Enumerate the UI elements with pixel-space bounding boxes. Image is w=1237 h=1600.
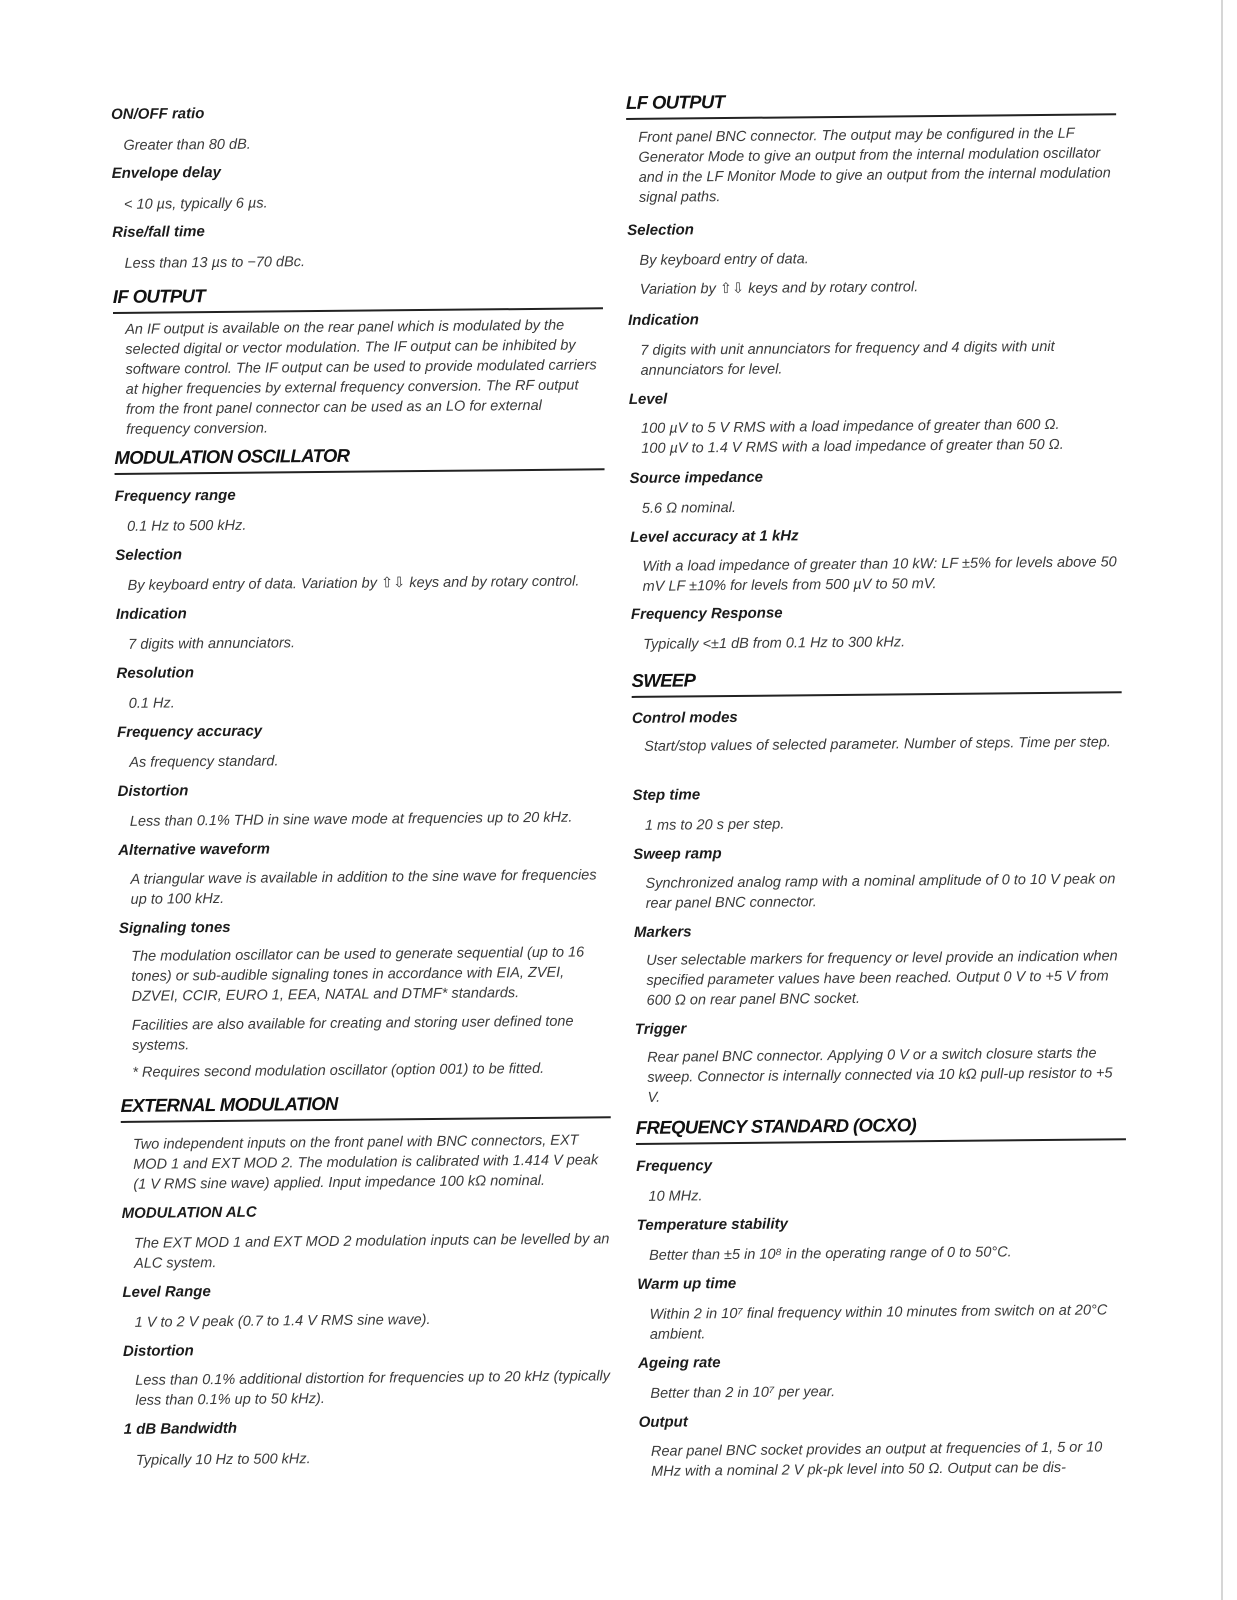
resolution-value — [117, 689, 607, 714]
spec-title: Selection — [627, 221, 694, 239]
trigger-value — [635, 1043, 1126, 1108]
indication-spec — [116, 601, 606, 623]
spec-text: 7 digits with annunciators. — [128, 635, 296, 653]
spec-text: 1 ms to 20 s per step. — [644, 816, 785, 834]
temp-stab-spec — [637, 1212, 1127, 1234]
markers-spec — [634, 919, 1124, 941]
control-modes-value — [632, 732, 1122, 757]
sweep-section — [631, 665, 1121, 698]
spec-title: Resolution — [116, 664, 195, 682]
spec-text: Typically 10 Hz to 500 kHz. — [135, 1451, 311, 1469]
sweep-ramp-value — [633, 869, 1123, 914]
spec-title: Frequency — [636, 1157, 713, 1175]
spec-text: Rear panel BNC connector. Applying 0 V or a switch closure starts the sweep. Connector is internally connected via 10 kΩ pull-up resistor to +5 V. — [647, 1045, 1113, 1106]
control-modes-spec — [632, 705, 1122, 727]
warmup-spec — [637, 1271, 1127, 1293]
spec-title: Markers — [633, 923, 692, 941]
mod-osc-section — [114, 442, 604, 475]
level-range-spec — [122, 1279, 612, 1301]
distortion2-value — [123, 1366, 613, 1411]
freq-resp-spec — [631, 601, 1121, 623]
spec-text: Rear panel BNC socket provides an output at frequencies of 1, 5 or 10 MHz with a nominal 2 V pk-pk level into 50 Ω. Output can be dis- — [650, 1439, 1103, 1480]
frequency-value — [636, 1182, 1126, 1207]
sig-tones-spec — [119, 915, 609, 937]
source-imp-spec — [630, 465, 1120, 487]
temp-stab-value — [637, 1241, 1127, 1266]
spec-text: The EXT MOD 1 and EXT MOD 2 modulation inputs can be levelled by an ALC system. — [133, 1231, 610, 1272]
indication-value — [116, 630, 606, 655]
step-time-value — [633, 811, 1123, 836]
freq-range-value — [115, 512, 605, 537]
section-heading: FREQUENCY STANDARD (OCXO) — [636, 1112, 1126, 1145]
level-spec — [629, 386, 1119, 408]
spec-text: < 10 µs, typically 6 µs. — [123, 195, 268, 213]
distortion-spec — [118, 778, 608, 800]
ext-mod-body — [121, 1130, 612, 1195]
spec-text: Less than 0.1% additional distortion for frequencies up to 20 kHz (typically less than 0.1% up to 50 kHz). — [135, 1368, 611, 1409]
spec-title: Ageing rate — [638, 1354, 721, 1372]
section-heading: LF OUTPUT — [626, 87, 1116, 120]
section-heading: EXTERNAL MODULATION — [121, 1090, 611, 1123]
source-imp-value — [630, 494, 1120, 519]
level-value-2 — [629, 434, 1119, 459]
spec-text: 100 µV to 1.4 V RMS with a load impedance of greater than 50 Ω. — [641, 436, 1064, 457]
spec-title: Step time — [632, 786, 701, 804]
spec-title: Warm up time — [637, 1274, 737, 1293]
spec-title: 1 dB Bandwidth — [123, 1419, 238, 1438]
mod-alc-spec — [122, 1200, 612, 1222]
spec-title: Level — [628, 390, 668, 408]
trigger-spec — [635, 1016, 1125, 1038]
ageing-value — [638, 1379, 1128, 1404]
mod-alc-value — [122, 1229, 612, 1274]
spec-title: Source impedance — [629, 468, 764, 487]
selection-spec — [627, 217, 1117, 239]
resolution-spec — [116, 660, 606, 682]
freq-range-spec — [115, 483, 605, 505]
spec-text: 10 MHz. — [648, 1188, 703, 1205]
spec-text: A triangular wave is available in addition to the sine wave for frequencies up to 100 kHz. — [130, 867, 597, 908]
section-heading: IF OUTPUT — [113, 281, 603, 314]
spec-text: Front panel BNC connector. The output may be configured in the LF Generator Mode to give an output from the internal modulation oscillator and in the LF Monitor Mode to give an output from the internal modulation signal paths. — [638, 125, 1111, 206]
spec-title: Frequency Response — [630, 604, 783, 623]
spec-text: User selectable markers for frequency or level provide an indication when specified parameter values have been reached. Output 0 V to +5 V from 600 Ω on rear panel BNC socket. — [646, 948, 1118, 1009]
spec-title: Envelope delay — [111, 163, 221, 182]
envelope-value — [112, 190, 602, 215]
spec-title: Rise/fall time — [112, 223, 205, 241]
spec-title: Alternative waveform — [118, 840, 270, 859]
spec-title: Frequency range — [114, 486, 236, 505]
envelope-spec — [112, 160, 602, 182]
output-value — [639, 1437, 1129, 1482]
spec-text: Synchronized analog ramp with a nominal amplitude of 0 to 10 V peak on rear panel BNC connector. — [645, 871, 1116, 912]
spec-title: Temperature stability — [636, 1215, 789, 1234]
sweep-ramp-spec — [633, 841, 1123, 863]
spec-title: Indication — [627, 311, 699, 329]
spec-title: Trigger — [634, 1020, 687, 1038]
risefall-value — [112, 249, 602, 274]
sig-tones-note — [120, 1058, 610, 1083]
selection-spec — [115, 542, 605, 564]
level-acc-value — [630, 552, 1120, 597]
onoff-spec — [111, 101, 601, 123]
spec-text: Start/stop values of selected parameter. Number of steps. Time per step. — [644, 734, 1112, 755]
spec-title: Level accuracy at 1 kHz — [630, 527, 799, 546]
alt-wave-spec — [118, 837, 608, 859]
level-range-value — [123, 1308, 613, 1333]
spec-text: By keyboard entry of data. Variation by ⇧⇩ keys and by rotary control. — [127, 573, 580, 594]
spec-text: With a load impedance of greater than 10 kW: LF ±5% for levels above 50 mV LF ±10% for levels from 500 µV to 50 mV. — [642, 554, 1117, 595]
footnote: * Requires second modulation oscillator (option 001) to be fitted. — [132, 1060, 545, 1081]
spec-text: Better than ±5 in 10⁸ in the operating range of 0 to 50°C. — [648, 1244, 1012, 1264]
section-heading: MODULATION OSCILLATOR — [114, 442, 604, 475]
if-output-body — [113, 315, 604, 440]
selection-value-2 — [628, 275, 1118, 300]
spec-text: By keyboard entry of data. — [639, 251, 809, 269]
spec-title: Selection — [115, 546, 183, 564]
page-edge-line — [1221, 0, 1223, 1600]
lf-output-section — [626, 87, 1116, 120]
spec-title: Distortion — [122, 1342, 194, 1360]
sig-tones-value — [119, 942, 610, 1007]
freq-resp-value — [631, 630, 1121, 655]
spec-title: Output — [638, 1413, 688, 1431]
level-acc-spec — [630, 524, 1120, 546]
markers-value — [634, 946, 1125, 1011]
spec-text: Greater than 80 dB. — [123, 136, 251, 154]
lf-output-body — [626, 123, 1117, 208]
if-output-section — [113, 281, 603, 314]
spec-text: Less than 13 µs to −70 dBc. — [124, 254, 306, 272]
spec-text: The modulation oscillator can be used to generate sequential (up to 16 tones) or sub-audible signaling tones in accordance with EIA, ZVEI, DZVEI, CCIR, EURO 1, EEA, NATAL and DTMF* standards. — [131, 944, 585, 1005]
ext-mod-section — [121, 1090, 611, 1123]
spec-text: Better than 2 in 10⁷ per year. — [650, 1384, 836, 1402]
selection-value — [627, 246, 1117, 271]
spec-text: Within 2 in 10⁷ final frequency within 10 minutes from switch on at 20°C ambient. — [649, 1302, 1108, 1343]
spec-text: 0.1 Hz. — [128, 695, 175, 712]
spec-text: Two independent inputs on the front panel with BNC connectors, EXT MOD 1 and EXT MOD 2. The modulation is calibrated with 1.414 V peak (1 V RMS sine wave) applied. Input impedance 100 kΩ nominal. — [132, 1132, 599, 1193]
spec-title: Indication — [115, 605, 187, 623]
spec-text: Variation by ⇧⇩ keys and by rotary control. — [639, 279, 919, 298]
indication-spec — [628, 307, 1118, 329]
alt-wave-value — [118, 865, 608, 910]
spec-text: 1 V to 2 V peak (0.7 to 1.4 V RMS sine wave). — [134, 1311, 431, 1331]
freq-acc-value — [117, 748, 607, 773]
frequency-spec — [636, 1153, 1126, 1175]
spec-title: Sweep ramp — [633, 845, 722, 863]
step-time-spec — [633, 782, 1123, 804]
spec-title: MODULATION ALC — [121, 1203, 257, 1222]
spec-text: 5.6 Ω nominal. — [641, 499, 737, 517]
distortion2-spec — [123, 1338, 613, 1360]
spec-title: Control modes — [631, 708, 738, 727]
spec-title: Distortion — [117, 782, 189, 800]
spec-text: Facilities are also available for creating and storing user defined tone systems. — [131, 1013, 574, 1054]
spec-title: Frequency accuracy — [116, 722, 263, 741]
onoff-value — [111, 131, 601, 156]
distortion-value — [118, 807, 608, 832]
spec-text: Less than 0.1% THD in sine wave mode at frequencies up to 20 kHz. — [129, 809, 573, 830]
spec-text: 7 digits with unit annunciators for frequency and 4 digits with unit annunciators for level. — [640, 338, 1055, 379]
warmup-value — [638, 1300, 1128, 1345]
indication-value — [628, 336, 1118, 381]
freq-acc-spec — [117, 719, 607, 741]
output-spec — [639, 1409, 1129, 1431]
spec-title: ON/OFF ratio — [111, 105, 205, 123]
risefall-spec — [112, 219, 602, 241]
freq-std-section — [636, 1112, 1126, 1145]
bandwidth-spec — [124, 1416, 614, 1438]
selection-value — [116, 571, 606, 596]
spec-text: Typically <±1 dB from 0.1 Hz to 300 kHz. — [643, 634, 906, 653]
spec-text: An IF output is available on the rear panel which is modulated by the selected digital or vector modulation. The IF output can be inhibited by software control. The IF output can be used to provide modulated carriers at higher frequencies by external frequency conversion. The RF output from the front panel connector can be used as an LO for external frequency conversion. — [125, 317, 597, 438]
spec-title: Level Range — [122, 1283, 211, 1301]
ageing-spec — [638, 1350, 1128, 1372]
spec-text: 100 µV to 5 V RMS with a load impedance of greater than 600 Ω. — [641, 416, 1060, 437]
sig-tones-value-2 — [120, 1011, 610, 1056]
section-heading: SWEEP — [631, 665, 1121, 698]
bandwidth-value — [124, 1446, 614, 1471]
spec-text: As frequency standard. — [129, 753, 279, 771]
spec-text: 0.1 Hz to 500 kHz. — [126, 517, 247, 535]
spec-title: Signaling tones — [118, 918, 231, 937]
